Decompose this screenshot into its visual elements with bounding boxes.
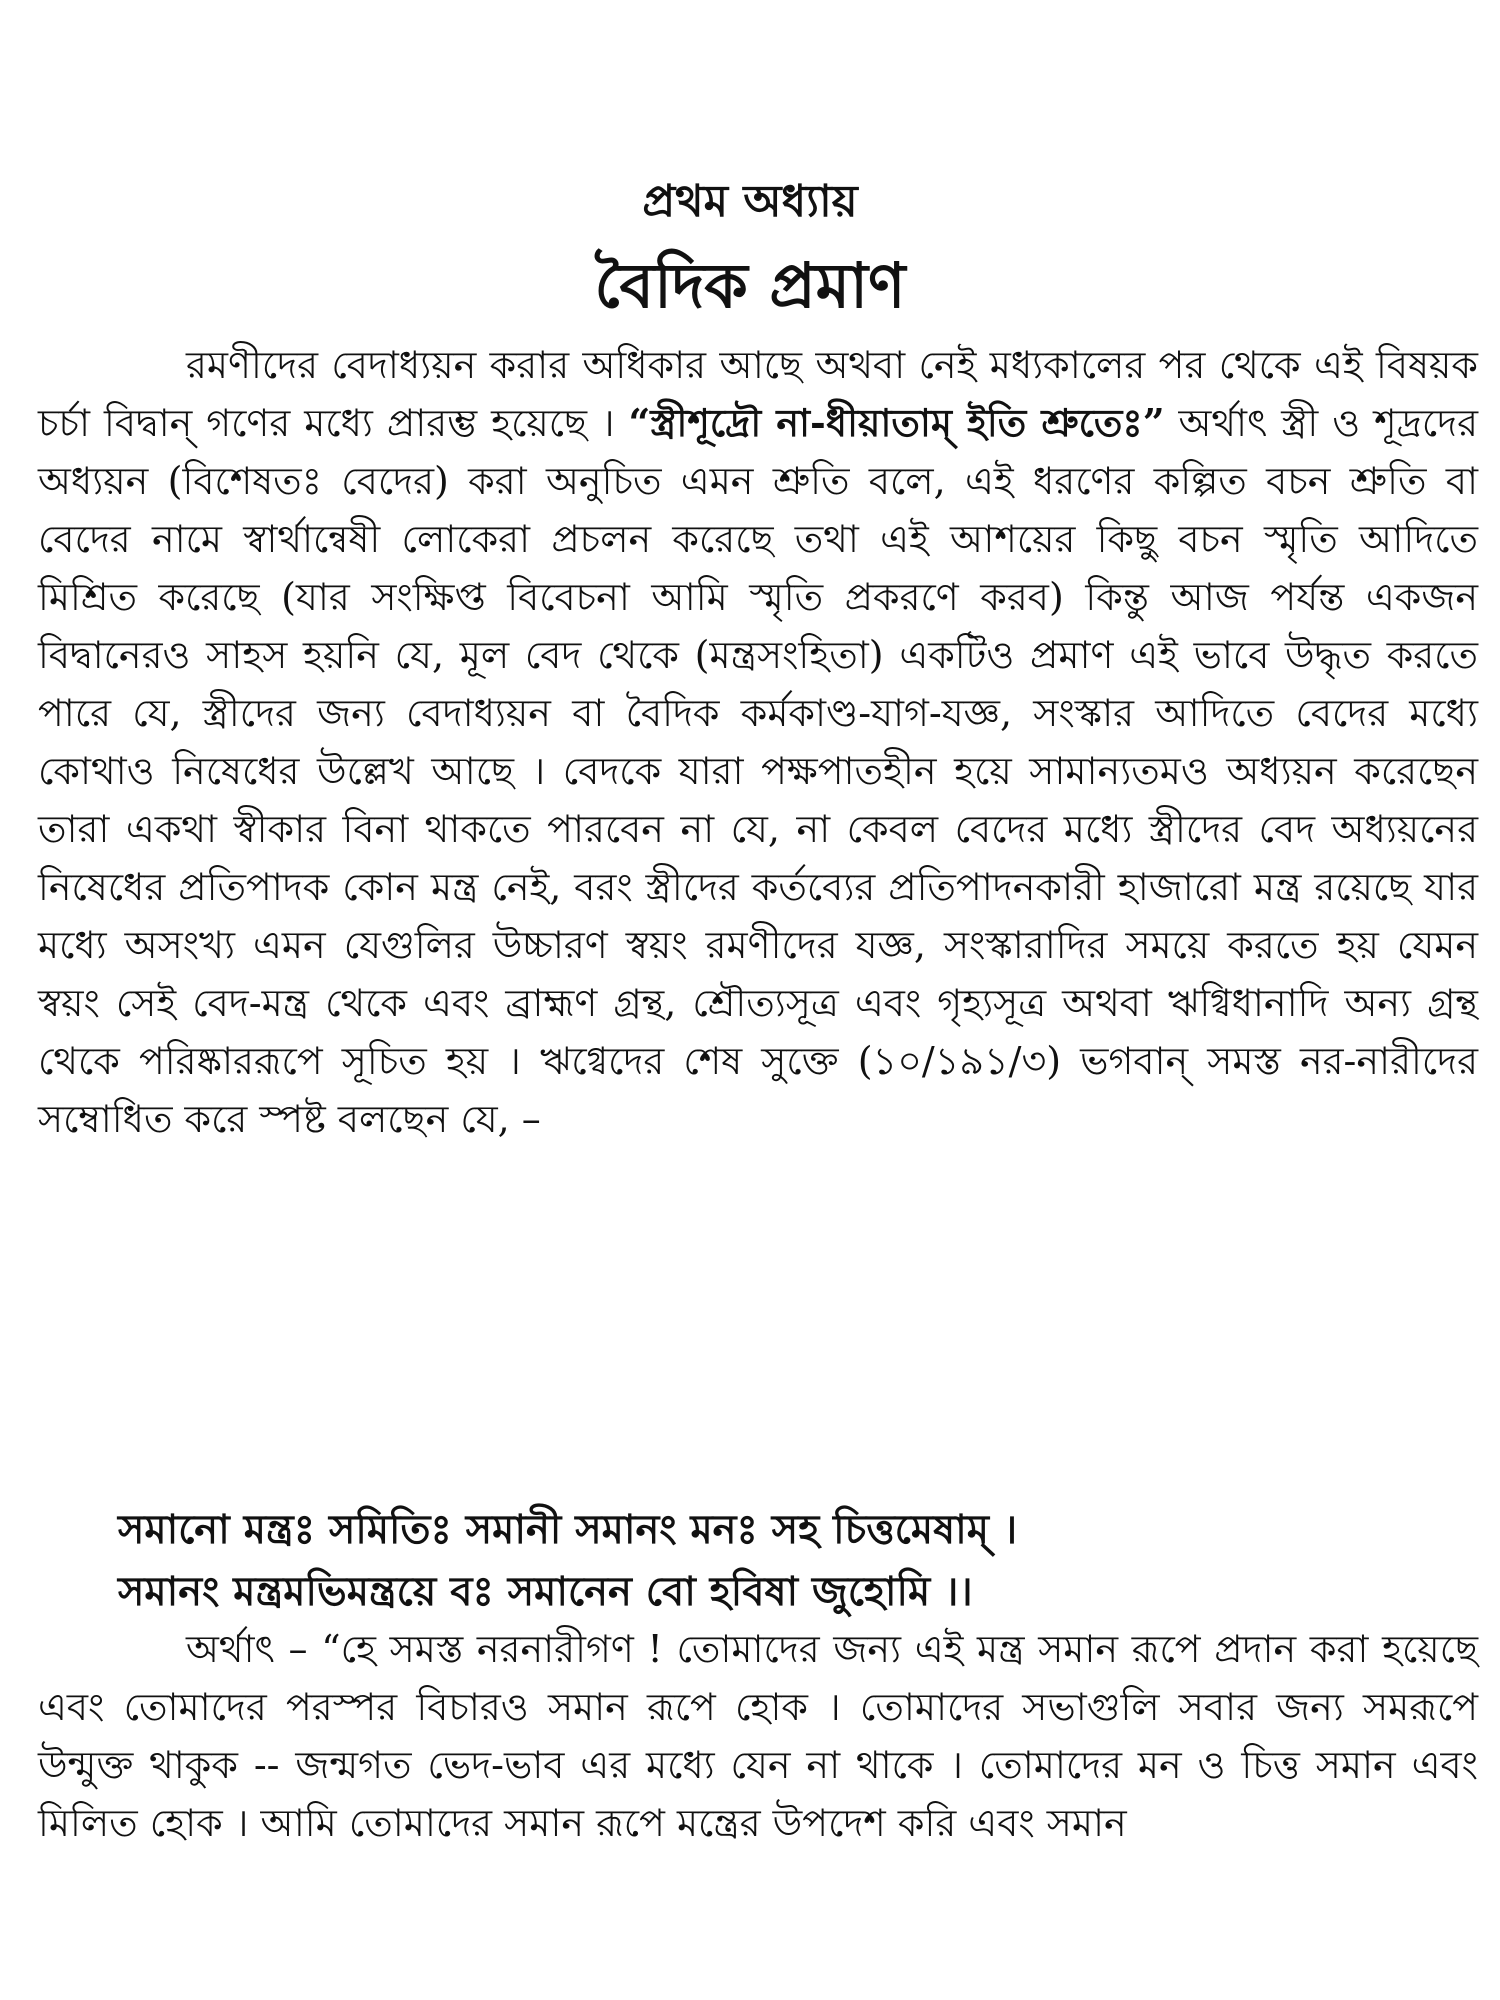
- verse-line-2: সমানং মন্ত্রমভিমন্ত্রয়ে বঃ সমানেন বো হবিষা জুহোমি ।।: [118, 1568, 973, 1615]
- verse-line-1: সমানো মন্ত্রঃ সমিতিঃ সমানী সমানং মনঃ সহ চিত্তমেষাম্ ।: [118, 1506, 1018, 1553]
- paragraph-1-quote: “স্ত্রীশূদ্রৌ না-ধীয়াতাম্ ইতি শ্রুতেঃ”: [628, 400, 1165, 445]
- body-paragraph-2: অর্থাৎ – “হে সমস্ত নরনারীগণ ! তোমাদের জন্য এই মন্ত্র সমান রূপে প্রদান করা হয়েছে এবং তোমাদের পরস্পর বিচারও সমান রূপে হোক । তোমাদের সভাগুলি সবার জন্য সমরূপে উন্মুক্ত থাকুক -- জন্মগত ভেদ-ভাব এর মধ্যে যেন না থাকে । তোমাদের মন ও চিত্ত সমান এবং মিলিত হোক । আমি তোমাদের সমান রূপে মন্ত্রের উপদেশ করি এবং সমান: [38, 1627, 1478, 1845]
- page-title: বৈদিক প্রমাণ: [594, 249, 906, 322]
- paragraph-1-text-a: রমণীদের বেদাধ্যয়ন করার অধিকার আছে অথবা নেই মধ্যকালের পর থেকে এই বিষয়ক চর্চা বিদ্বান্ গণের মধ্যে প্রারম্ভ হয়েছে ।: [38, 343, 1478, 445]
- chapter-heading: প্রথম অধ্যায়: [642, 176, 858, 227]
- paragraph-1-text-b: অর্থাৎ স্ত্রী ও শূদ্রদের অধ্যয়ন (বিশেষতঃ বেদের) করা অনুচিত এমন শ্রুতি বলে, এই ধরণের কল্পিত বচন শ্রুতি বা বেদের নামে স্বার্থান্বেষী লোকেরা প্রচলন করেছে তথা এই আশয়ের কিছু বচন স্মৃতি আদিতে মিশ্রিত করেছে (যার সংক্ষিপ্ত বিবেচনা আমি স্মৃতি প্রকরণে করব) কিন্তু আজ পর্যন্ত একজন বিদ্বানেরও সাহস হয়নি যে, মূল বেদ থেকে (মন্ত্রসংহিতা) একটিও প্রমাণ এই ভাবে উদ্ধৃত করতে পারে যে, স্ত্রীদের জন্য বেদাধ্যয়ন বা বৈদিক কর্মকাণ্ড-যাগ-যজ্ঞ, সংস্কার আদিতে বেদের মধ্যে কোথাও নিষেধের উল্লেখ আছে । বেদকে যারা পক্ষপাতহীন হয়ে সামান্যতমও অধ্যয়ন করেছেন তারা একথা স্বীকার বিনা থাকতে পারবেন না যে, না কেবল বেদের মধ্যে স্ত্রীদের বেদ অধ্যয়নের নিষেধের প্রতিপাদক কোন মন্ত্র নেই, বরং স্ত্রীদের কর্তব্যের প্রতিপাদনকারী হাজারো মন্ত্র রয়েছে যার মধ্যে অসংখ্য এমন যেগুলির উচ্চারণ স্বয়ং রমণীদের যজ্ঞ, সংস্কারাদির সময়ে করতে হয় যেমন স্বয়ং সেই বেদ-মন্ত্র থেকে এবং ব্রাহ্মণ গ্রন্থ, শ্রৌত্যসূত্র এবং গৃহ্যসূত্র অথবা ঋগ্বিধানাদি অন্য গ্রন্থ থেকে পরিষ্কাররূপে সূচিত হয় । ঋগ্বেদের শেষ সুক্তে (১০/১৯১/৩) ভগবান্ সমস্ত নর-নারীদের সম্বোধিত করে স্পষ্ট বলছেন যে, –: [38, 401, 1479, 1141]
- body-paragraph-1: [38, 336, 1478, 1148]
